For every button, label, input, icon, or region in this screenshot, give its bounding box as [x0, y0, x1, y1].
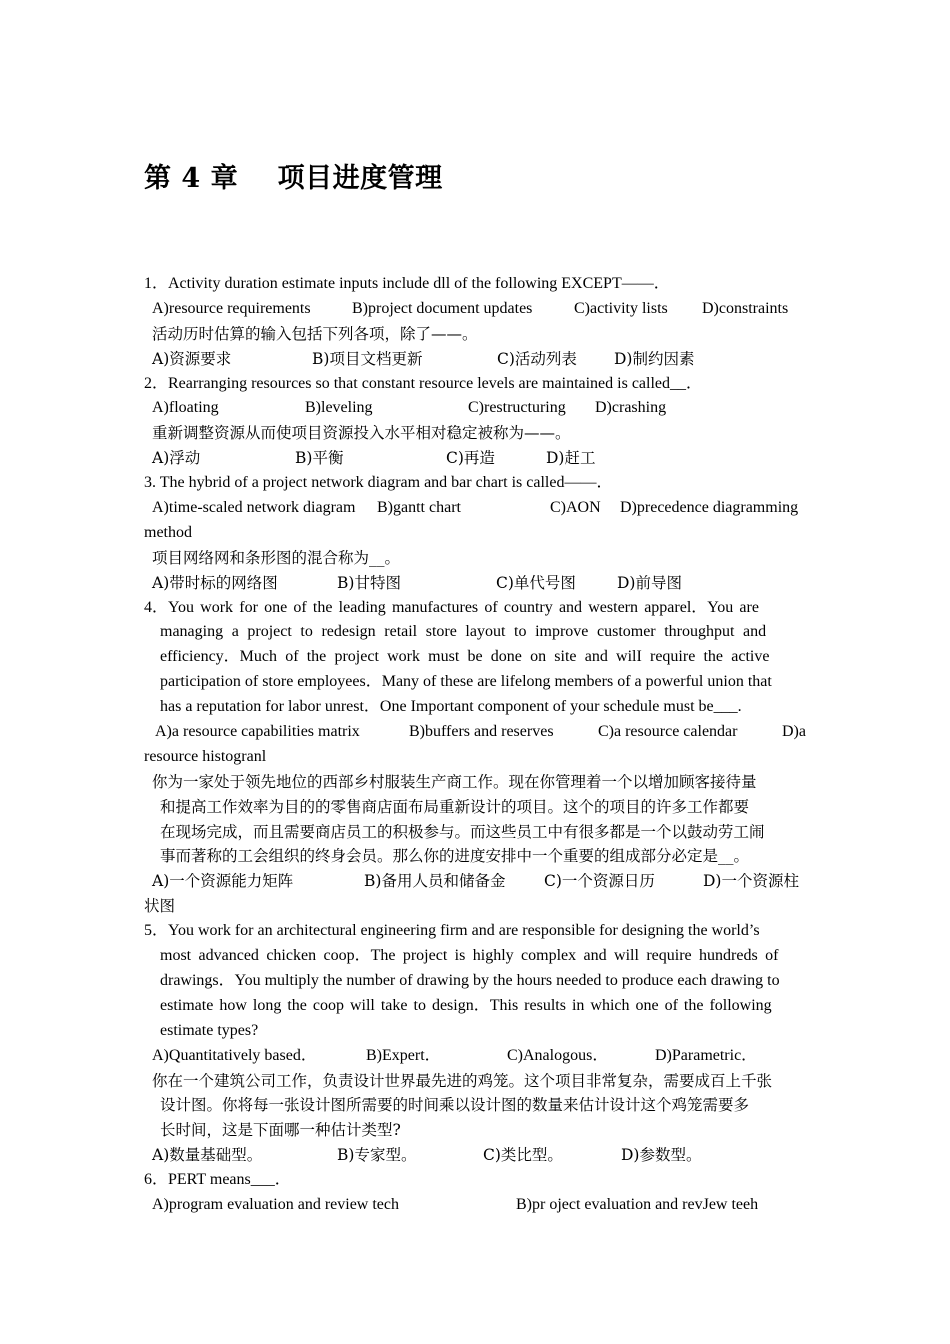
q4-option-d-cn-wrap: 状图	[144, 897, 176, 916]
q2-stem: 2．Rearranging resources so that constant resource levels are maintained is called__．	[144, 374, 703, 392]
q6-option-a: A)program evaluation and review tech	[152, 1195, 400, 1213]
q2-option-c: C)restructuring	[468, 399, 566, 417]
q3-option-d: D)precedence diagramming	[620, 499, 799, 517]
q5-option-b-cn: B)专家型。	[337, 1146, 417, 1165]
q5-options-cn	[144, 1143, 806, 1168]
q5-option-b: B)Expert．	[366, 1046, 441, 1064]
q3-option-a: A)time-scaled network diagram	[152, 499, 356, 517]
q5-stem-line-2: most advanced chicken coop．The project is highly complex and will require hundreds of	[160, 947, 779, 965]
q4-option-b: B)buffers and reserves	[409, 723, 554, 741]
q3-stem: 3. The hybrid of a project network diagram and bar chart is called——．	[144, 474, 613, 492]
q3-stem-cn: 项目网络网和条形图的混合称为__。	[152, 548, 401, 567]
q4-option-a-cn: A)一个资源能力矩阵	[152, 872, 294, 891]
q2-option-a: A)floating	[152, 399, 219, 417]
q5-option-c-cn: C)类比型。	[483, 1146, 563, 1165]
q2-stem-cn: 重新调整资源从而使项目资源投入水平相对稳定被称为——。	[152, 424, 571, 443]
q5-option-a: A)Quantitatively based．	[152, 1046, 317, 1064]
q4-stem-line-3: efficiency．Much of the project work must be done on site and wilI require the active	[160, 648, 770, 666]
q3-option-c-cn: C)单代号图	[496, 573, 576, 592]
q6-stem: 6．PERT means___．	[144, 1171, 291, 1189]
q5-option-d: D)Parametric．	[655, 1046, 758, 1064]
q5-stem-line-5: estimate types?	[160, 1021, 259, 1039]
q3-options-cn	[144, 571, 806, 596]
q1-option-c: C)activity lists	[574, 299, 668, 317]
q5-stem-cn-line-1: 你在一个建筑公司工作，负责设计世界最先进的鸡笼。这个项目非常复杂，需要成百上千张	[152, 1071, 773, 1090]
q1-stem: 1．Activity duration estimate inputs include dll of the following EXCEPT——．	[144, 275, 670, 292]
q4-option-d-wrap: resource histogranl	[144, 747, 267, 765]
q5-option-c: C)Analogous．	[507, 1046, 609, 1064]
q4-options-cn	[144, 869, 806, 894]
q4-stem-cn-line-3: 在现场完成，而且需要商店员工的积极参与。而这些员工中有很多都是一个以鼓动劳工闹	[160, 822, 765, 841]
q4-option-d-cn: D)一个资源柱	[703, 872, 799, 891]
q5-stem-cn-line-3: 长时间，这是下面哪一种估计类型?	[160, 1121, 401, 1140]
q1-stem-cn: 活动历时估算的输入包括下列各项，除了——。	[152, 324, 478, 343]
q2-options-en	[144, 396, 806, 421]
q5-option-d-cn: D)参数型。	[621, 1146, 702, 1165]
q3-option-b-cn: B)甘特图	[337, 573, 401, 592]
q1-options-en	[144, 297, 806, 322]
q2-option-b: B)leveling	[305, 399, 373, 417]
q6-option-b: B)pr oject evaluation and revJew teeh	[516, 1195, 759, 1213]
q3-option-a-cn: A)带时标的网络图	[152, 573, 278, 592]
q1-option-a: A)resource requirements	[152, 299, 311, 317]
q3-option-d-wrap: method	[144, 523, 192, 541]
question-list	[144, 272, 806, 1218]
q2-options-cn	[144, 446, 806, 471]
q1-option-d-cn: D)制约因素	[614, 349, 695, 368]
q4-stem-line-1: 4．You work for one of the leading manufactures of country and western apparel．You are	[144, 598, 759, 616]
q2-option-c-cn: C)再造	[446, 449, 495, 468]
q1-option-c-cn: C)活动列表	[497, 349, 577, 368]
q2-option-d-cn: D)赶工	[546, 449, 596, 468]
q2-option-d: D)crashing	[595, 399, 667, 417]
q4-option-a: A)a resource capabilities matrix	[155, 723, 360, 741]
q3-option-d-cn: D)前导图	[617, 573, 682, 592]
q4-option-c: C)a resource calendar	[598, 723, 738, 741]
q3-options-en	[144, 496, 806, 521]
q6-options-en	[144, 1193, 806, 1218]
q4-stem-cn-line-2: 和提高工作效率为目的的零售商店面布局重新设计的项目。这个的项目的许多工作都要	[160, 797, 750, 816]
q4-option-c-cn: C)一个资源日历	[544, 872, 655, 891]
q1-option-b: B)project document updates	[352, 299, 533, 317]
q4-stem-line-2: managing a project to redesign retail store layout to improve customer throughput and	[160, 623, 767, 641]
chapter-title: 第 4 章 项目进度管理	[144, 163, 443, 194]
q5-stem-line-1: 5．You work for an architectural engineering firm and are responsible for designing the world’s	[144, 922, 760, 940]
q5-options-en	[144, 1044, 806, 1069]
q4-stem-cn-line-1: 你为一家处于领先地位的西部乡村服装生产商工作。现在你管理着一个以增加顾客接待量	[152, 772, 757, 791]
q5-option-a-cn: A)数量基础型。	[152, 1146, 263, 1165]
q3-option-b: B)gantt chart	[377, 499, 461, 517]
q4-stem-line-5: has a reputation for labor unrest．One Important component of your schedule must be___.	[160, 698, 742, 716]
q2-option-b-cn: B)平衡	[295, 449, 344, 468]
q1-options-cn	[144, 347, 806, 372]
q1-option-d: D)constraints	[702, 299, 789, 317]
q5-stem-cn-line-2: 设计图。你将每一张设计图所需要的时间乘以设计图的数量来估计设计这个鸡笼需要多	[160, 1096, 750, 1115]
q4-stem-line-4: participation of store employees．Many of these are lifelong members of a powerful union that	[160, 673, 772, 691]
q3-option-c: C)AON	[550, 499, 601, 517]
q4-stem-cn-line-4: 事而著称的工会组织的终身会员。那么你的进度安排中一个重要的组成部分必定是__。	[160, 847, 750, 866]
q4-option-b-cn: B)备用人员和储备金	[364, 872, 506, 891]
q1-option-a-cn: A)资源要求	[152, 349, 232, 368]
q4-option-d: D)a	[782, 723, 806, 741]
q1-option-b-cn: B)项目文档更新	[312, 349, 423, 368]
q5-stem-line-4: estimate how long the coop will take to design．This results in which one of the following	[160, 996, 772, 1014]
q2-option-a-cn: A)浮动	[152, 449, 201, 468]
q4-options-en	[144, 720, 806, 745]
q5-stem-line-3: drawings．You multiply the number of drawing by the hours needed to produce each drawing to	[160, 971, 780, 989]
